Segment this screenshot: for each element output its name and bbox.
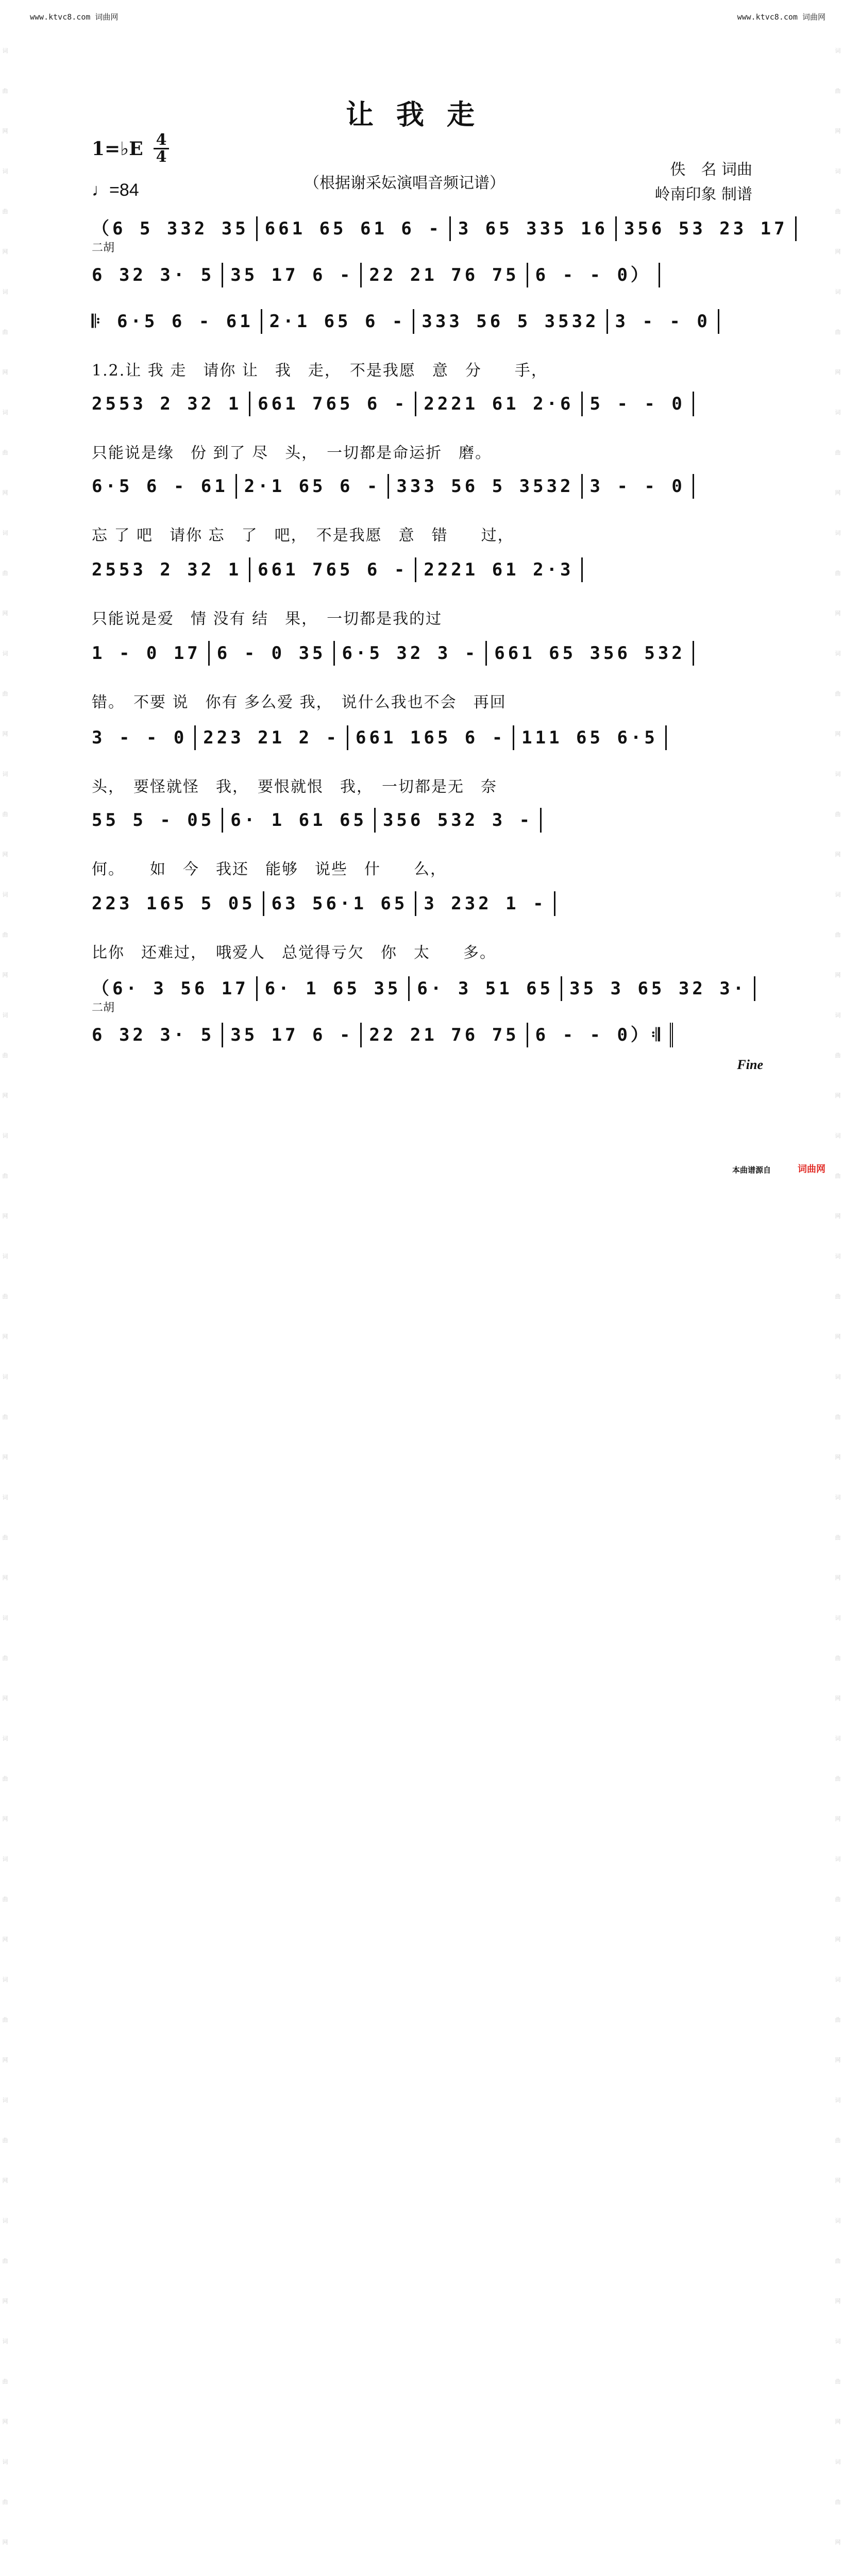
lyric-line: 只能说是爱 情 没有 结 果， 一切都是我的过 xyxy=(92,610,443,628)
measure: 35 3 65 32 3· xyxy=(569,976,755,1001)
measure: 55 5 - 05 xyxy=(92,808,223,833)
note-line xyxy=(92,808,754,833)
footer-source-text: 本曲谱源自 xyxy=(732,1165,771,1175)
measure: 6 - - 0） xyxy=(535,263,660,287)
note-line xyxy=(92,1023,754,1047)
stave xyxy=(92,474,754,545)
measure: 223 21 2 - xyxy=(203,725,348,750)
measure: 2·1 65 6 - xyxy=(269,309,415,334)
measure: 356 53 23 17 xyxy=(624,216,797,241)
measure: 35 17 6 - xyxy=(230,1023,362,1047)
measure: 356 532 3 - xyxy=(383,808,542,833)
measure: 6·5 32 3 - xyxy=(342,641,487,666)
measure: 35 17 6 - xyxy=(230,263,362,287)
fine-marking: Fine xyxy=(737,1057,763,1072)
measure: 661 165 6 - xyxy=(356,725,514,750)
lyric-line: 1.2.让 我 走 请你 让 我 走， 不是我愿 意 分 手， xyxy=(92,362,548,380)
measure: 333 56 5 3532 xyxy=(422,309,608,334)
lyric-line: 头， 要怪就怪 我， 要恨就恨 我， 一切都是无 奈 xyxy=(92,778,497,796)
lyric-line: 错。 不要 说 你有 多么爱 我， 说什么我也不会 再回 xyxy=(92,693,507,711)
measure: 5 - - 0 xyxy=(590,392,694,416)
measure: 223 165 5 05 xyxy=(92,891,264,916)
measure: 2553 2 32 1 xyxy=(92,392,250,416)
lyric-line: 比你 还难过， 哦爱人 总觉得亏欠 你 太 多。 xyxy=(92,944,496,962)
measure: 3 - - 0 xyxy=(92,725,196,750)
edge-watermark-right: 词曲网 词曲网 词曲网 词曲网 词曲网 词曲网 词曲网 词曲网 词曲网 词曲网 词曲网 词曲网 词曲网 词曲网 词曲网 词曲网 词曲网 词曲网 词曲网 词曲网 词曲网 xyxy=(835,47,841,2546)
measure: 661 765 6 - xyxy=(258,392,416,416)
stave xyxy=(92,241,754,299)
measure: 22 21 76 75 xyxy=(369,263,528,287)
measure: 22 21 76 75 xyxy=(369,1023,528,1047)
measure: 6· 1 65 35 xyxy=(265,976,410,1001)
instrument-label: 二胡 xyxy=(92,1001,115,1014)
stave xyxy=(92,976,754,1012)
measure: （6 5 332 35 xyxy=(92,216,258,241)
watermark-right: www.ktvc8.com 词曲网 xyxy=(737,12,825,22)
measure: 3 - - 0 xyxy=(590,474,694,499)
edge-watermark-left: 词曲网 词曲网 词曲网 词曲网 词曲网 词曲网 词曲网 词曲网 词曲网 词曲网 词曲网 词曲网 词曲网 词曲网 词曲网 词曲网 词曲网 词曲网 词曲网 词曲网 词曲网 xyxy=(2,47,8,2546)
key-signature: 1=♭E xyxy=(92,138,143,160)
measure: 661 65 356 532 xyxy=(494,641,694,666)
stave xyxy=(92,808,754,878)
stave xyxy=(92,309,754,380)
measure: 6 32 3· 5 xyxy=(92,263,223,287)
measure: 661 65 61 6 - xyxy=(265,216,451,241)
note-line xyxy=(92,263,754,287)
measure: 63 56·1 65 xyxy=(272,891,417,916)
meter-top: 4 xyxy=(156,131,167,149)
measure: 2221 61 2·3 xyxy=(424,557,582,582)
stave xyxy=(92,1001,754,1059)
measure: 2553 2 32 1 xyxy=(92,557,250,582)
lyric-line: 只能说是缘 份 到了 尽 头， 一切都是命运折 磨。 xyxy=(92,444,492,462)
watermark-left: www.ktvc8.com 词曲网 xyxy=(30,12,119,22)
stave xyxy=(92,725,754,796)
stave xyxy=(92,392,754,462)
stave xyxy=(92,557,754,628)
measure: 661 765 6 - xyxy=(258,557,416,582)
time-signature xyxy=(154,133,169,164)
note-line xyxy=(92,216,788,241)
measure: 2221 61 2·6 xyxy=(424,392,582,416)
stave xyxy=(92,891,754,962)
measure: 6· 3 51 65 xyxy=(417,976,562,1001)
instrument-label: 二胡 xyxy=(92,241,115,254)
measure: 6 - - 0）𝄇 xyxy=(535,1023,673,1047)
measure: 111 65 6·5 xyxy=(521,725,667,750)
measure: 3 232 1 - xyxy=(424,891,555,916)
lyric-line: 何。 如 今 我还 能够 说些 什 么， xyxy=(92,860,447,878)
measure: 6 - 0 35 xyxy=(217,641,335,666)
note-line xyxy=(92,641,754,666)
footer-brand: 词曲网 xyxy=(798,1164,825,1175)
stave xyxy=(92,216,788,252)
song-title: 让我走 xyxy=(346,98,497,131)
note-line xyxy=(92,474,754,499)
measure: （6· 3 56 17 xyxy=(92,976,258,1001)
measure: 6·5 6 - 61 xyxy=(92,474,237,499)
tempo-marking: ♩=84 xyxy=(92,180,139,200)
note-line xyxy=(92,392,754,416)
measure: 2·1 65 6 - xyxy=(244,474,390,499)
measure: 𝄆 6·5 6 - 61 xyxy=(92,309,262,334)
note-line xyxy=(92,725,754,750)
measure: 333 56 5 3532 xyxy=(396,474,582,499)
meter-bottom: 4 xyxy=(156,148,167,166)
note-line xyxy=(92,557,754,582)
measure: 6 32 3· 5 xyxy=(92,1023,223,1047)
transcription-source-note: （根据谢采妘演唱音频记谱） xyxy=(304,174,505,192)
note-line xyxy=(92,309,754,334)
note-line xyxy=(92,891,754,916)
stave xyxy=(92,641,754,711)
measure: 3 - - 0 xyxy=(615,309,719,334)
measure: 6· 1 61 65 xyxy=(230,808,376,833)
credit-lyrics-music: 佚 名 词曲 xyxy=(670,161,752,179)
credit-arranger: 岭南印象 制谱 xyxy=(654,185,752,204)
note-line xyxy=(92,976,754,1001)
lyric-line: 忘 了 吧 请你 忘 了 吧， 不是我愿 意 错 过， xyxy=(92,527,514,545)
measure: 3 65 335 16 xyxy=(458,216,617,241)
measure: 1 - 0 17 xyxy=(92,641,210,666)
